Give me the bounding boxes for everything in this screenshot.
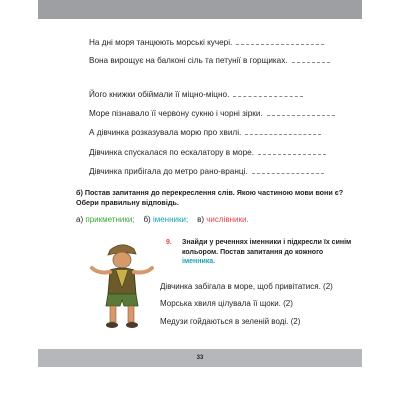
exercise-line-text: Море пізнавало її червону сукню і чорні зірки. [89, 109, 263, 118]
exercise-line-text: На дні моря танцюють морські кучері. [89, 38, 233, 47]
answer-blank[interactable] [267, 114, 335, 116]
answer-blank[interactable] [292, 61, 330, 63]
exercise-line-text: Дівчинка прибігала до метро рано-вранці. [89, 167, 248, 176]
option-a[interactable] [76, 215, 137, 224]
option-text: числівники. [206, 215, 249, 224]
option-letter: в) [197, 215, 204, 224]
exercise-line-6 [89, 148, 326, 157]
exercise-line-4 [89, 109, 335, 118]
exercise-line-text: Його книжки обіймали її міцно-міцно. [89, 90, 230, 99]
answer-blank[interactable] [258, 153, 326, 155]
option-letter: а) [76, 215, 84, 224]
option-text: іменники; [152, 215, 189, 224]
option-c[interactable] [197, 215, 249, 224]
top-bar [38, 0, 362, 19]
option-letter: б) [143, 215, 151, 224]
option-text: прикметники; [85, 215, 135, 224]
exercise-line-1 [89, 38, 324, 47]
option-b[interactable] [143, 215, 190, 224]
exercise-line-text: Дівчинка спускалася по ескалатору в море. [89, 148, 254, 157]
answer-options [76, 215, 249, 224]
task-9-sentence-3: Медузи гойдаються в зеленій воді. (2) [160, 317, 301, 326]
task-9-text: Знайди у реченнях іменники і підкресли їх синім кольором. Постав запитання до кожного [182, 239, 352, 256]
exercise-line-text: Вона вирощує на балконі сіль та петунії в горщиках. [89, 56, 288, 65]
task-9-term: іменника. [182, 258, 216, 265]
task-9-instruction [182, 238, 358, 267]
answer-blank[interactable] [252, 172, 324, 174]
page-number: 33 [196, 355, 204, 361]
task-9-sentence-1: Дівчинка забігала в море, щоб привітатися. (2) [160, 282, 333, 291]
exercise-line-2 [89, 56, 330, 65]
exercise-line-7 [89, 167, 324, 176]
answer-blank[interactable] [245, 133, 321, 135]
exercise-line-5 [89, 128, 321, 137]
exercise-line-text: А дівчинка розказувала морю про хвилі. [89, 128, 242, 137]
task-6b-instruction: б) Постав запитання до перекреслення слів. Якою частиною мови вони є? Обери правильну відповідь. [76, 188, 344, 207]
hiker-illustration [86, 238, 158, 330]
answer-blank[interactable] [233, 95, 303, 97]
answer-blank[interactable] [236, 43, 324, 45]
task-9-sentence-2: Морська хвиля цілувала її щоки. (2) [160, 299, 293, 308]
exercise-line-3 [89, 90, 303, 99]
task-9-number: 9. [166, 239, 172, 246]
